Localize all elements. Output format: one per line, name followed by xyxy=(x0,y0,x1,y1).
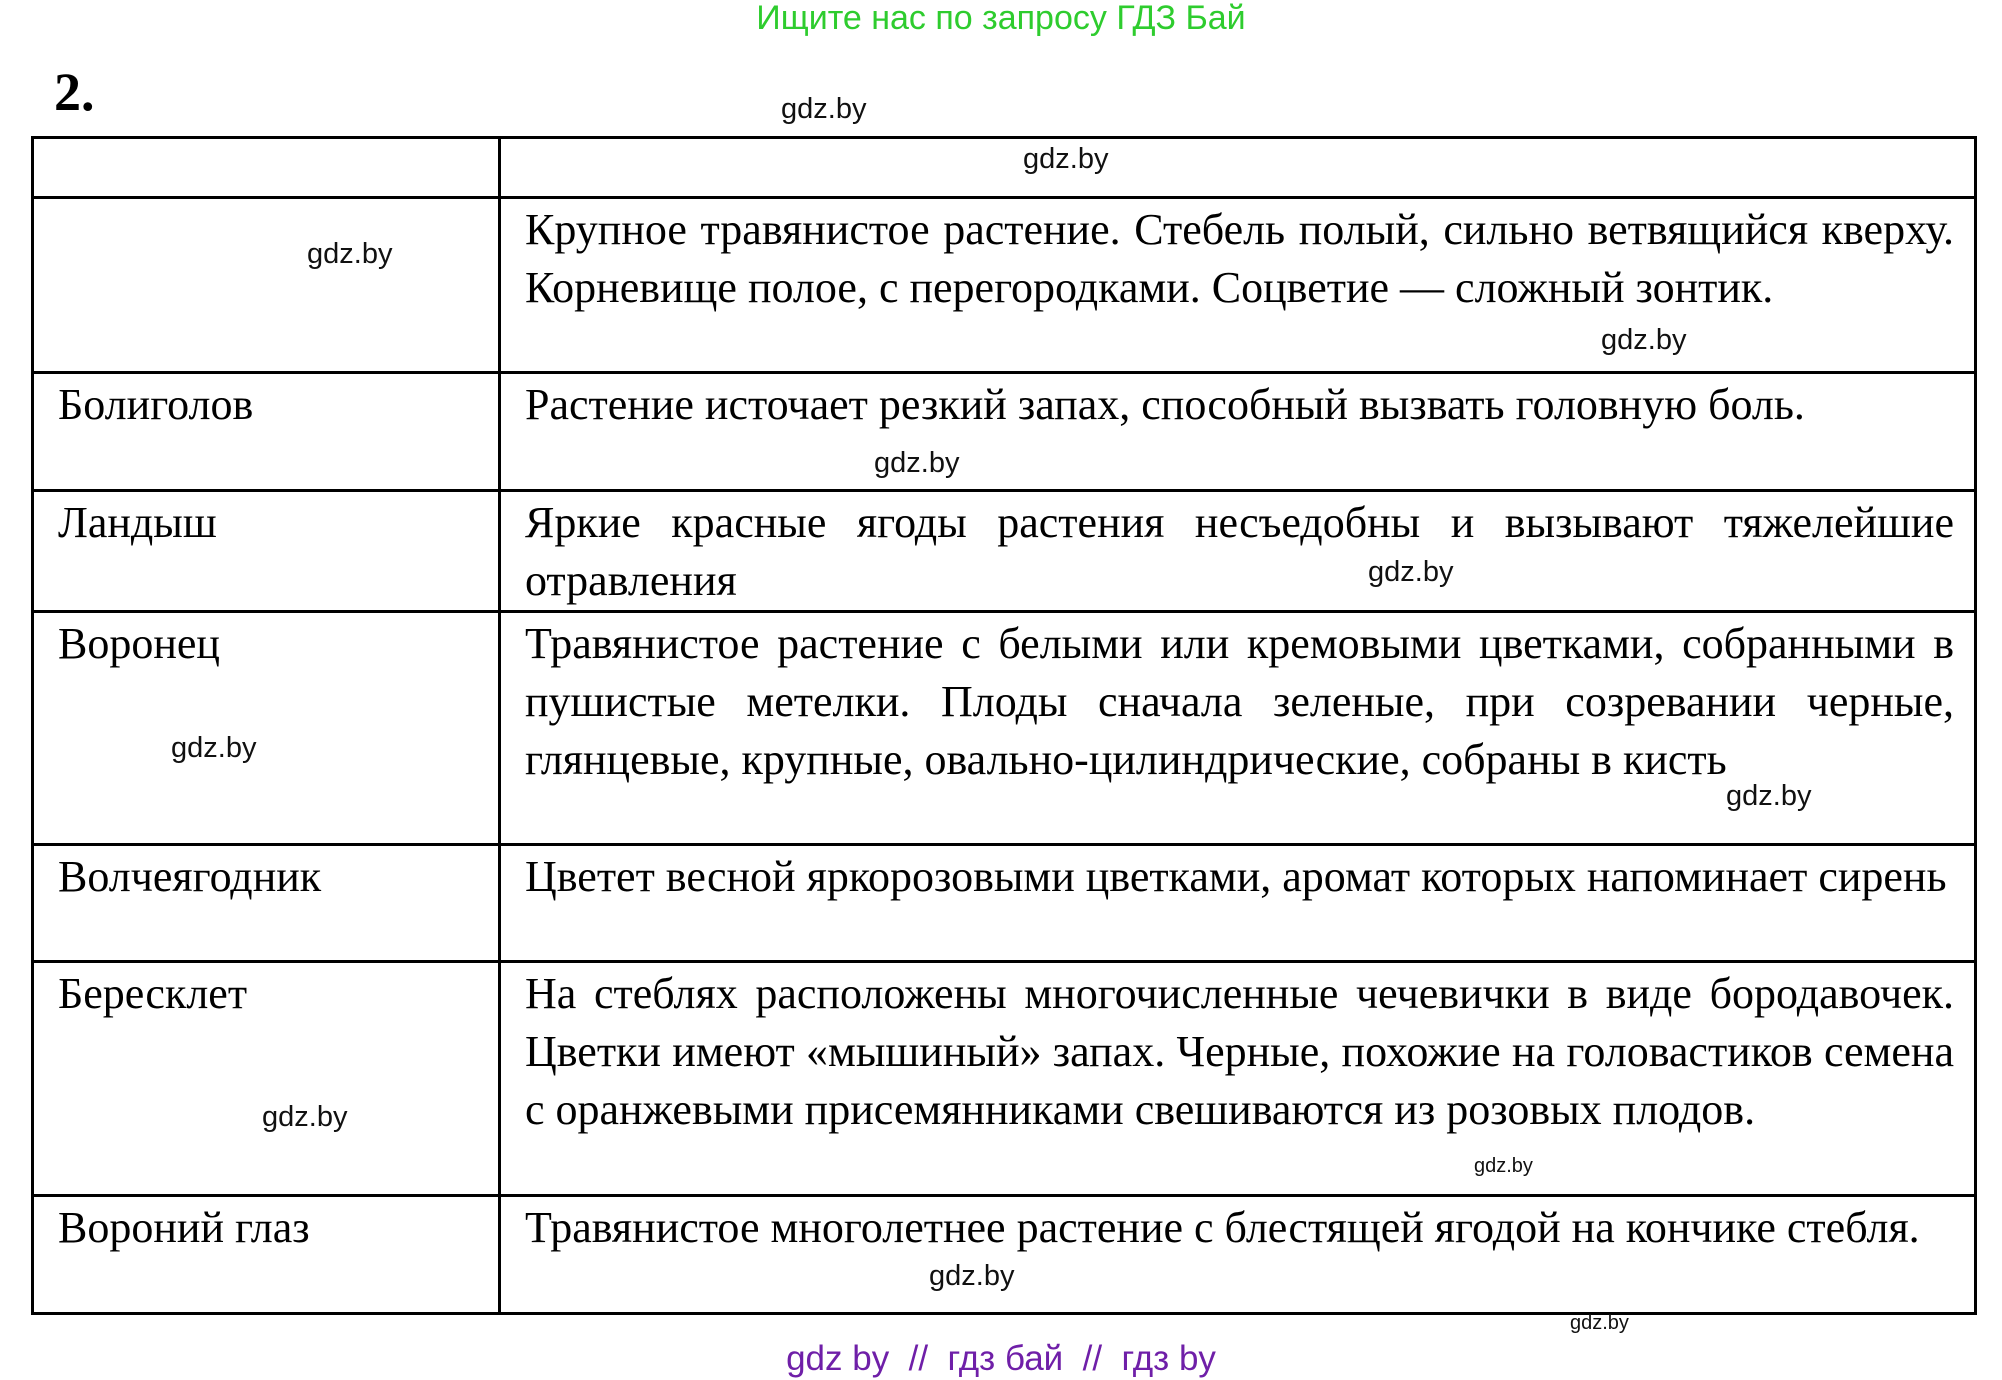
task-number: 2. xyxy=(54,62,95,122)
plant-name: Бересклет xyxy=(33,962,500,1196)
watermark: gdz.by xyxy=(1601,324,1687,356)
watermark: gdz.by xyxy=(262,1101,348,1133)
search-banner: Ищите нас по запросу ГДЗ Бай xyxy=(756,0,1246,37)
plant-description: Цветет весной яркорозовыми цветками, аромат которых напоминает сирень xyxy=(500,845,1976,962)
plant-name: Воронец xyxy=(33,612,500,845)
plant-description: На стеблях расположены многочисленные чечевички в виде бородавочек. Цветки имеют «мышиный» запах. Черные, похожие на головастиков семена с оранжевыми присемянниками свешиваются из розовых плодов. xyxy=(500,962,1976,1196)
plant-description: Яркие красные ягоды растения несъедобны и вызывают тяжелейшие отравления xyxy=(500,491,1976,612)
table-row xyxy=(33,612,1976,845)
watermark: gdz.by xyxy=(1474,1155,1533,1177)
watermark: gdz.by xyxy=(874,447,960,479)
plants-table xyxy=(31,136,1977,1315)
watermark: gdz.by xyxy=(1726,780,1812,812)
table-row xyxy=(33,491,1976,612)
watermark: gdz.by xyxy=(1368,556,1454,588)
table-row xyxy=(33,1196,1976,1314)
watermark: gdz.by xyxy=(1570,1312,1629,1334)
plant-name: Ландыш xyxy=(33,491,500,612)
plant-name: Болиголов xyxy=(33,373,500,491)
watermark: gdz.by xyxy=(929,1260,1015,1292)
plant-description: Крупное травянистое растение. Стебель полый, сильно ветвящийся кверху. Корневище полое, с перегородками. Соцветие — сложный зонтик. xyxy=(500,198,1976,373)
plant-description: Растение источает резкий запах, способный вызвать головную боль. xyxy=(500,373,1976,491)
table-row xyxy=(33,962,1976,1196)
plant-description: Травянистое многолетнее растение с блестящей ягодой на кончике стебля. xyxy=(500,1196,1976,1314)
table-row xyxy=(33,845,1976,962)
footer-links: gdz by // гдз бай // гдз by xyxy=(786,1339,1216,1378)
plant-name: Вороний глаз xyxy=(33,1196,500,1314)
plant-name xyxy=(33,198,500,373)
watermark: gdz.by xyxy=(1023,143,1109,175)
plant-name: Волчеягодник xyxy=(33,845,500,962)
watermark: gdz.by xyxy=(781,93,867,125)
plant-description: Травянистое растение с белыми или кремовыми цветками, собранными в пушистые метелки. Плоды сначала зеленые, при созревании черные, глянцевые, крупные, овально-цилиндрические, собраны в кисть xyxy=(500,612,1976,845)
watermark: gdz.by xyxy=(307,238,393,270)
table-row xyxy=(33,373,1976,491)
watermark: gdz.by xyxy=(171,732,257,764)
table-header-row xyxy=(33,138,1976,198)
